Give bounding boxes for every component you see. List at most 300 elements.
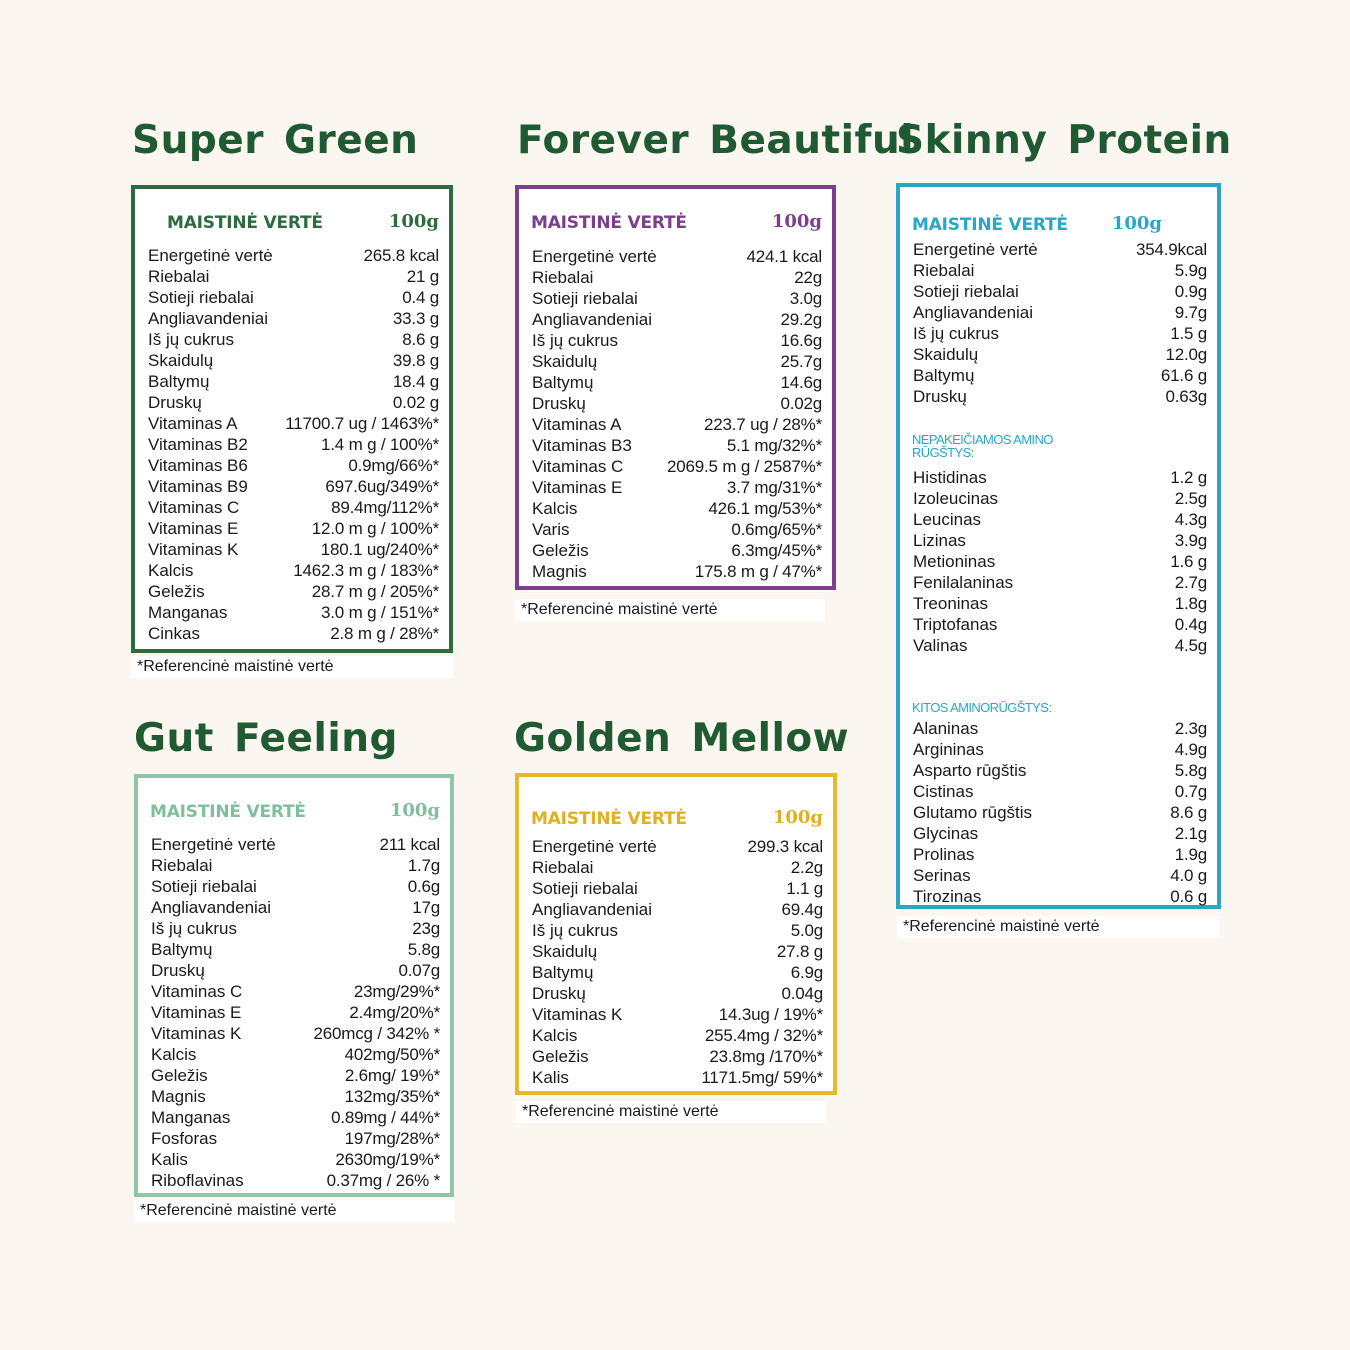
nutrient-value: 1.8g [1174,593,1207,613]
nutrient-value: 1.5 g [1170,323,1207,343]
nutrient-name: Cistinas [913,781,974,801]
nutrition-row [531,309,822,330]
nutrition-header-label: MAISTINĖ VERTĖ [912,215,1068,235]
nutrition-row [912,760,1207,781]
nutrition-row [147,245,439,266]
nutrition-row [531,498,822,519]
nutrient-name: Leucinas [913,509,982,529]
nutrient-name: Lizinas [913,530,966,550]
nutrition-row [912,488,1207,509]
nutrient-value: 4.9g [1174,739,1207,759]
super-green-footnote: *Referencinė maistinė vertė [131,656,453,678]
nutrient-name: Riebalai [532,857,594,877]
nutrition-row [531,351,822,372]
nutrient-name: Manganas [148,602,228,622]
nutrient-value: 2.2g [790,857,823,877]
nutrient-name: Argininas [913,739,984,759]
nutrition-row [150,1107,440,1128]
nutrient-name: Skaidulų [913,344,979,364]
nutrient-value: 25.7g [780,351,822,371]
nutrient-value: 2.4mg/20%* [349,1002,440,1022]
nutrition-header [531,807,823,833]
nutrient-value: 6.9g [790,962,823,982]
nutrient-name: Druskų [148,392,202,412]
nutrition-row [531,540,822,561]
nutrient-name: Serinas [913,865,971,885]
nutrition-row [147,539,439,560]
nutrient-name: Kalcis [148,560,194,580]
nutrient-value: 197mg/28%* [344,1128,440,1148]
nutrient-name: Fosforas [151,1128,218,1148]
nutrient-name: Riebalai [151,855,213,875]
nutrient-name: Energetinė vertė [913,239,1038,259]
nutrition-row [150,1065,440,1086]
forever-beautiful-footnote: *Referencinė maistinė vertė [515,599,825,621]
golden-mellow-footnote: *Referencinė maistinė vertė [516,1101,826,1123]
nutrient-value: 0.07g [398,960,440,980]
nutrient-name: Druskų [913,386,967,406]
nutrition-header-unit: 100g [388,211,439,232]
nutrient-value: 28.7 m g / 205%* [311,581,439,601]
nutrient-name: Geležis [532,1046,589,1066]
forever-beautiful-title: Forever Beautiful [517,118,915,163]
nutrient-name: Energetinė vertė [532,246,657,266]
nutrient-name: Vitaminas K [532,1004,623,1024]
nutrient-name: Angliavandeniai [532,309,653,329]
nutrient-name: Iš jų cukrus [532,920,618,940]
nutrient-name: Alaninas [913,718,979,738]
nutrition-row [150,1044,440,1065]
nutrition-row [531,836,823,857]
nutrient-name: Varis [532,519,570,539]
other-amino-acids-rows [912,718,1207,907]
nutrient-value: 14.6g [780,372,822,392]
nutrition-header-label: MAISTINĖ VERTĖ [150,802,306,822]
nutrient-value: 211 kcal [379,834,440,854]
nutrient-value: 27.8 g [776,941,823,961]
nutrition-row [150,855,440,876]
nutrition-rows [531,246,822,582]
nutrient-value: 3.7 mg/31%* [726,477,822,497]
nutrient-value: 23mg/29%* [353,981,440,1001]
nutrient-name: Vitaminas A [148,413,238,433]
nutrient-name: Baltymų [532,962,594,982]
nutrition-row [150,960,440,981]
nutrition-row [531,878,823,899]
essential-amino-acids-heading: NEPAKEIČIAMOS AMINO RŪGŠTYS: [912,432,1053,460]
nutrient-name: Vitaminas B3 [532,435,632,455]
nutrient-name: Sotieji riebalai [532,288,638,308]
nutrition-row [147,392,439,413]
nutrient-value: 29.2g [780,309,822,329]
nutrition-row [912,509,1207,530]
nutrition-rows [147,245,439,644]
nutrition-row [147,497,439,518]
nutrient-name: Vitaminas E [148,518,239,538]
nutrient-name: Riebalai [913,260,975,280]
nutrition-row [150,1149,440,1170]
nutrition-row [147,623,439,644]
nutrient-name: Vitaminas C [532,456,624,476]
skinny-protein-footnote: *Referencinė maistinė vertė [897,916,1219,938]
nutrient-value: 2.7g [1174,572,1207,592]
nutrient-name: Metioninas [913,551,996,571]
nutrition-row [531,1067,823,1088]
other-amino-acids-heading: KITOS AMINORŪGŠTYS: [912,700,1052,715]
nutrition-row [150,834,440,855]
nutrition-row [912,302,1207,323]
nutrition-row [912,739,1207,760]
nutrition-row [147,413,439,434]
nutrition-header-label: MAISTINĖ VERTĖ [531,213,687,233]
nutrient-value: 2630mg/19%* [335,1149,440,1169]
nutrient-value: 0.89mg / 44%* [331,1107,440,1127]
nutrient-value: 5.1 mg/32%* [726,435,822,455]
nutrition-row [150,939,440,960]
nutrition-row [531,435,822,456]
essential-amino-acids-rows [912,467,1207,656]
nutrient-name: Iš jų cukrus [148,329,234,349]
nutrition-row [912,281,1207,302]
golden-mellow-title: Golden Mellow [514,716,850,761]
gut-feeling-footnote: *Referencinė maistinė vertė [134,1200,454,1222]
nutrition-header [150,800,440,826]
nutrient-value: 23g [412,918,440,938]
nutrition-row [147,308,439,329]
nutrient-value: 0.6mg/65%* [731,519,822,539]
nutrient-value: 1171.5mg/ 59%* [701,1067,823,1087]
nutrient-name: Riebalai [532,267,594,287]
nutrient-name: Iš jų cukrus [151,918,237,938]
nutrition-header [167,211,439,237]
nutrient-name: Angliavandeniai [151,897,272,917]
nutrition-row [912,865,1207,886]
nutrition-row [531,962,823,983]
nutrient-value: 5.0g [790,920,823,940]
nutrient-value: 354.9kcal [1136,239,1207,259]
nutrient-name: Kalcis [151,1044,197,1064]
nutrient-value: 0.63g [1165,386,1207,406]
nutrient-value: 223.7 ug / 28%* [704,414,822,434]
nutrient-value: 132mg/35%* [344,1086,440,1106]
nutrient-name: Iš jų cukrus [532,330,618,350]
nutrition-row [150,1023,440,1044]
nutrient-value: 17g [412,897,440,917]
nutrient-value: 260mcg / 342% * [313,1023,440,1043]
nutrient-name: Druskų [532,983,586,1003]
nutrient-value: 424.1 kcal [746,246,822,266]
nutrient-value: 3.9g [1174,530,1207,550]
nutrient-name: Vitaminas C [151,981,243,1001]
nutrient-value: 0.02g [780,393,822,413]
nutrient-value: 255.4mg / 32%* [704,1025,823,1045]
nutrient-name: Iš jų cukrus [913,323,999,343]
nutrient-name: Treoninas [913,593,988,613]
nutrient-name: Izoleucinas [913,488,999,508]
forever-beautiful-nutrition-panel [515,185,836,590]
nutrient-value: 9.7g [1174,302,1207,322]
nutrition-row [531,372,822,393]
nutrient-value: 2.3g [1174,718,1207,738]
nutrient-value: 0.9mg/66%* [348,455,439,475]
nutrient-value: 2069.5 m g / 2587%* [667,456,822,476]
nutrient-name: Asparto rūgštis [913,760,1027,780]
nutrient-value: 1.1 g [786,878,823,898]
nutrition-row [147,434,439,455]
nutrient-name: Vitaminas E [532,477,623,497]
nutrient-name: Baltymų [151,939,213,959]
super-green-nutrition-panel [131,185,453,653]
nutrient-value: 4.3g [1174,509,1207,529]
nutrient-name: Triptofanas [913,614,998,634]
nutrition-row [147,455,439,476]
nutrition-row [912,844,1207,865]
nutrition-row [147,476,439,497]
nutrient-value: 2.1g [1174,823,1207,843]
nutrition-rows [150,834,440,1191]
golden-mellow-nutrition-panel [515,773,837,1095]
nutrient-name: Kalcis [532,1025,578,1045]
nutrition-header-unit: 100g [771,211,822,232]
nutrient-name: Riebalai [148,266,210,286]
nutrient-value: 402mg/50%* [344,1044,440,1064]
nutrition-row [912,718,1207,739]
nutrient-name: Fenilalaninas [913,572,1014,592]
nutrition-row [912,323,1207,344]
super-green-title: Super Green [132,118,419,163]
nutrient-value: 0.04g [781,983,823,1003]
nutrition-row [150,981,440,1002]
nutrition-row [912,572,1207,593]
nutrition-row [150,897,440,918]
nutrition-row [912,886,1207,907]
nutrition-row [150,1128,440,1149]
nutrient-name: Vitaminas K [151,1023,242,1043]
nutrition-header-label: MAISTINĖ VERTĖ [531,809,687,829]
nutrient-value: 8.6 g [402,329,439,349]
nutrient-name: Kalis [532,1067,569,1087]
nutrient-name: Vitaminas C [148,497,240,517]
nutrient-value: 0.9g [1174,281,1207,301]
nutrition-row [531,561,822,582]
nutrient-name: Baltymų [532,372,594,392]
nutrient-name: Skaidulų [148,350,214,370]
nutrient-name: Energetinė vertė [148,245,273,265]
nutrient-name: Prolinas [913,844,975,864]
nutrition-row [912,635,1207,656]
nutrient-value: 33.3 g [392,308,439,328]
nutrient-value: 61.6 g [1160,365,1207,385]
nutrient-value: 697.6ug/349%* [325,476,439,496]
nutrient-value: 2.6mg/ 19%* [344,1065,440,1085]
nutrient-value: 2.5g [1174,488,1207,508]
nutrition-row [531,941,823,962]
nutrient-value: 0.37mg / 26% * [326,1170,440,1190]
nutrient-name: Magnis [151,1086,206,1106]
nutrition-row [531,983,823,1004]
nutrition-row [912,781,1207,802]
nutrient-name: Geležis [148,581,205,601]
nutrient-value: 4.0 g [1170,865,1207,885]
nutrient-name: Sotieji riebalai [913,281,1019,301]
nutrient-name: Manganas [151,1107,231,1127]
nutrient-name: Angliavandeniai [148,308,269,328]
nutrition-row [912,530,1207,551]
nutrition-row [147,287,439,308]
nutrient-name: Geležis [532,540,589,560]
nutrient-value: 1.2 g [1170,467,1207,487]
nutrient-name: Skaidulų [532,351,598,371]
nutrient-value: 2.8 m g / 28%* [330,623,439,643]
gut-feeling-nutrition-panel [134,774,454,1197]
nutrient-value: 0.4 g [402,287,439,307]
nutrient-name: Tirozinas [913,886,982,906]
nutrient-name: Angliavandeniai [532,899,653,919]
nutrient-value: 0.6 g [1170,886,1207,906]
nutrient-value: 175.8 m g / 47%* [694,561,822,581]
nutrition-row [147,371,439,392]
nutrition-row [912,386,1207,407]
nutrient-value: 3.0 m g / 151%* [321,602,439,622]
nutrient-value: 0.7g [1174,781,1207,801]
nutrient-name: Sotieji riebalai [151,876,257,896]
nutrient-value: 0.4g [1174,614,1207,634]
nutrition-row [531,477,822,498]
nutrition-row [531,267,822,288]
nutrient-value: 12.0 m g / 100%* [311,518,439,538]
skinny-protein-nutrition-panel [896,183,1221,909]
nutrient-value: 4.5g [1174,635,1207,655]
nutrient-name: Vitaminas B2 [148,434,248,454]
nutrition-header-label: MAISTINĖ VERTĖ [167,213,323,233]
nutrient-value: 8.6 g [1170,802,1207,822]
nutrition-row [912,551,1207,572]
nutrient-value: 89.4mg/112%* [331,497,439,517]
nutrient-name: Druskų [151,960,205,980]
nutrition-row [531,393,822,414]
nutrition-rows [531,836,823,1088]
nutrient-value: 39.8 g [392,350,439,370]
nutrition-row [912,467,1207,488]
nutrient-value: 5.8g [407,939,440,959]
nutrition-row [912,239,1207,260]
nutrient-name: Vitaminas K [148,539,239,559]
nutrient-name: Energetinė vertė [532,836,657,856]
nutrition-row [531,519,822,540]
nutrient-value: 3.0g [789,288,822,308]
nutrient-name: Sotieji riebalai [148,287,254,307]
nutrient-value: 18.4 g [392,371,439,391]
nutrition-row [912,614,1207,635]
nutrient-name: Geležis [151,1065,208,1085]
nutrient-value: 299.3 kcal [747,836,823,856]
nutrition-row [912,802,1207,823]
nutrient-name: Cinkas [148,623,200,643]
nutrient-value: 5.9g [1174,260,1207,280]
nutrition-row [531,899,823,920]
nutrient-name: Glycinas [913,823,979,843]
nutrition-row [150,1002,440,1023]
nutrient-value: 21 g [406,266,439,286]
nutrient-value: 0.6g [407,876,440,896]
nutrition-row [147,560,439,581]
nutrition-row [912,260,1207,281]
nutrient-value: 265.8 kcal [363,245,439,265]
nutrient-name: Baltymų [148,371,210,391]
nutrient-name: Skaidulų [532,941,598,961]
nutrition-row [531,414,822,435]
nutrition-row [531,456,822,477]
nutrient-value: 11700.7 ug / 1463%* [285,413,439,433]
nutrition-row [912,593,1207,614]
nutrient-value: 1.6 g [1170,551,1207,571]
nutrition-row [150,1170,440,1191]
nutrient-name: Histidinas [913,467,987,487]
nutrition-row [531,330,822,351]
nutrient-value: 69.4g [781,899,823,919]
nutrient-name: Kalis [151,1149,188,1169]
nutrient-value: 14.3ug / 19%* [718,1004,823,1024]
nutrient-value: 1.9g [1174,844,1207,864]
nutrient-name: Baltymų [913,365,975,385]
nutrient-name: Glutamo rūgštis [913,802,1033,822]
nutrient-name: Angliavandeniai [913,302,1034,322]
nutrition-row [147,350,439,371]
nutrition-row [531,1046,823,1067]
nutrition-header [912,213,1162,239]
nutrition-row [912,344,1207,365]
nutrition-header-unit: 100g [772,807,823,828]
nutrition-row [531,288,822,309]
nutrition-row [531,920,823,941]
nutrient-name: Druskų [532,393,586,413]
nutrient-value: 1.7g [407,855,440,875]
nutrition-row [150,1086,440,1107]
nutrient-value: 23.8mg /170%* [709,1046,823,1066]
nutrient-value: 1.4 m g / 100%* [321,434,439,454]
nutrition-header [531,211,822,237]
skinny-protein-title: Skinny Protein [896,118,1232,163]
nutrition-row [912,365,1207,386]
nutrient-name: Kalcis [532,498,578,518]
nutrient-value: 5.8g [1174,760,1207,780]
nutrition-rows [912,239,1207,407]
nutrient-value: 12.0g [1165,344,1207,364]
nutrition-row [150,918,440,939]
nutrition-row [147,266,439,287]
nutrient-name: Vitaminas B9 [148,476,248,496]
nutrition-row [147,581,439,602]
nutrient-name: Vitaminas E [151,1002,242,1022]
nutrient-value: 180.1 ug/240%* [320,539,439,559]
nutrient-value: 22g [794,267,822,287]
nutrition-row [531,1025,823,1046]
nutrition-header-unit: 100g [1111,213,1162,234]
nutrient-name: Sotieji riebalai [532,878,638,898]
nutrient-name: Energetinė vertė [151,834,276,854]
nutrition-row [150,876,440,897]
nutrition-row [531,857,823,878]
gut-feeling-title: Gut Feeling [134,716,398,761]
nutrition-row [147,518,439,539]
nutrient-name: Vitaminas A [532,414,622,434]
nutrient-name: Valinas [913,635,968,655]
nutrition-row [147,329,439,350]
nutrient-name: Magnis [532,561,587,581]
nutrient-value: 426.1 mg/53%* [708,498,822,518]
nutrient-value: 0.02 g [392,392,439,412]
nutrient-value: 6.3mg/45%* [731,540,822,560]
